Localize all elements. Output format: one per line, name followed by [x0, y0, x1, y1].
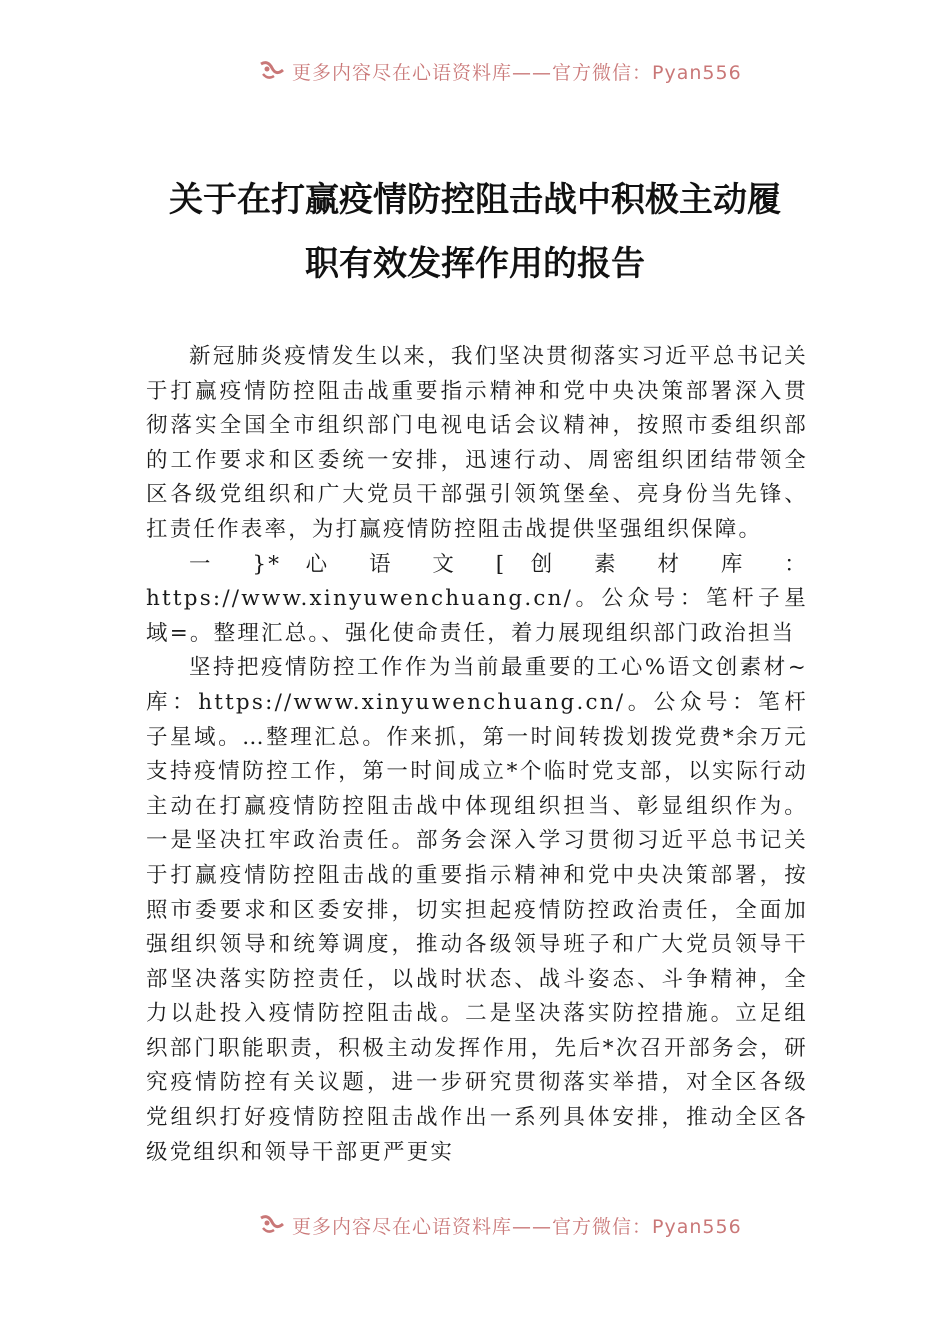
- watermark-text: 更多内容尽在心语资料库——官方微信：Pyan556: [292, 1215, 742, 1238]
- document-title: [120, 168, 830, 296]
- footer-watermark: [258, 1212, 742, 1238]
- title-line-2: 职有效发挥作用的报告: [305, 244, 645, 284]
- paragraph-intro: 新冠肺炎疫情发生以来，我们坚决贯彻落实习近平总书记关于打赢疫情防控阻击战重要指示精神和党中央决策部署深入贯彻落实全国全市组织部门电视电话会议精神，按照市委组织部的工作要求和区委统一安排，迅速行动、周密组织团结带领全区各级党组织和广大党员干部强引领筑堡垒、亮身份当先锋、扛责任作表率，为打赢疫情防控阻击战提供坚强组织保障。: [146, 344, 808, 542]
- watermark-logo-icon: [258, 60, 286, 82]
- watermark-text: 更多内容尽在心语资料库——官方微信：Pyan556: [292, 61, 742, 84]
- paragraph-section-heading: 一 }* 心 语 文 [ 创 素 材 库 ： https://www.xinyuwenchuang.cn/。公众号：笔杆子星域=。整理汇总。、强化使命责任，着力展现组织部门政治担当: [146, 551, 808, 646]
- title-line-1: 关于在打赢疫情防控阻击战中积极主动履: [169, 180, 781, 220]
- header-watermark: [258, 58, 742, 84]
- document-body: [146, 340, 808, 1170]
- paragraph-body: 坚持把疫情防控工作作为当前最重要的工心%语文创素材~库：https://www.xinyuwenchuang.cn/。公众号：笔杆子星域。…整理汇总。作来抓，第一时间转拨划拨党费*余万元支持疫情防控工作，第一时间成立*个临时党支部，以实际行动主动在打赢疫情防控阻击战中体现组织担当、彰显组织作为。一是坚决扛牢政治责任。部务会深入学习贯彻习近平总书记关于打赢疫情防控阻击战的重要指示精神和党中央决策部署，按照市委要求和区委安排，切实担起疫情防控政治责任，全面加强组织领导和统筹调度，推动各级领导班子和广大党员领导干部坚决落实防控责任，以战时状态、战斗姿态、斗争精神，全力以赴投入疫情防控阻击战。二是坚决落实防控措施。立足组织部门职能职责，积极主动发挥作用，先后*次召开部务会，研究疫情防控有关议题，进一步研究贯彻落实举措，对全区各级党组织打好疫情防控阻击战作出一系列具体安排，推动全区各级党组织和领导干部更严更实: [146, 655, 808, 1165]
- watermark-logo-icon: [258, 1214, 286, 1236]
